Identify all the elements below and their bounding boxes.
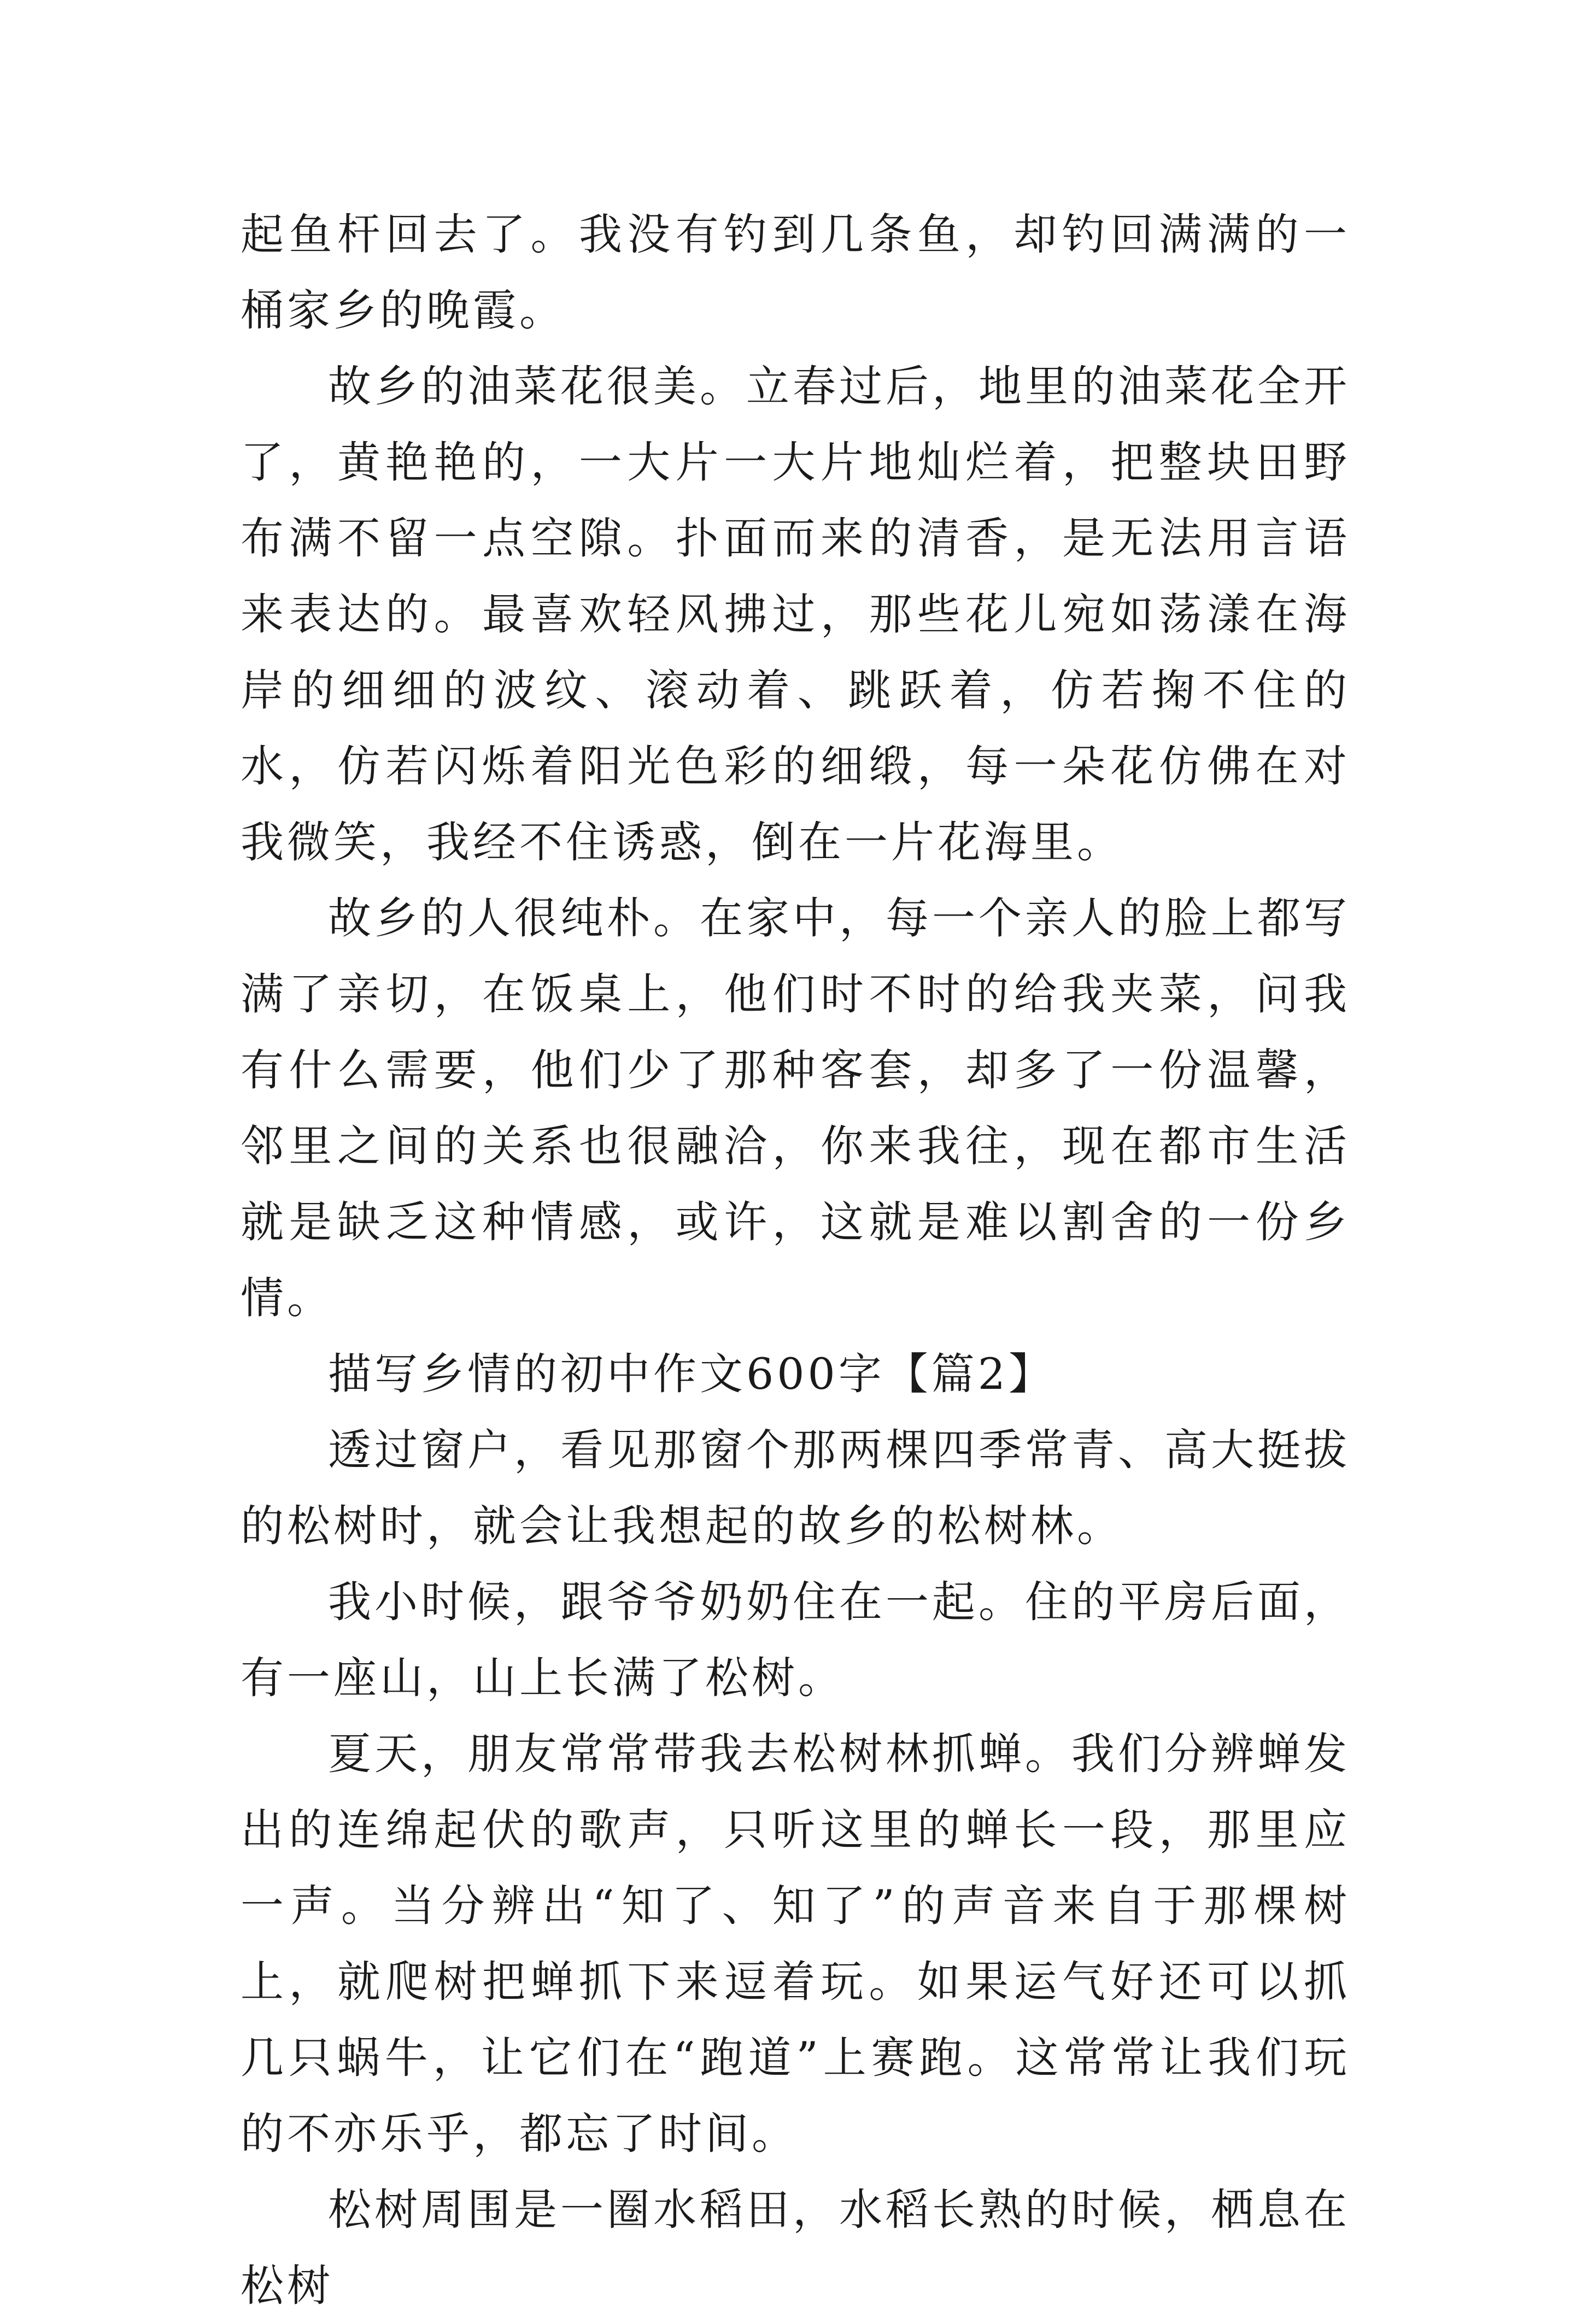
paragraph-5: 我小时候，跟爷爷奶奶住在一起。住的平房后面，有一座山，山上长满了松树。	[241, 1577, 1350, 1703]
paragraph-3: 故乡的人很纯朴。在家中，每一个亲人的脸上都写满了亲切，在饭桌上，他们时不时的给我夹菜，问我有什么需要，他们少了那种客套，却多了一份温馨，邻里之间的关系也很融洽，你来我往，现在都市生活就是缺乏这种情感，或许，这就是难以割舍的一份乡情。	[241, 893, 1350, 1323]
section-heading: 描写乡情的初中作文600字【篇2】	[328, 1349, 1056, 1399]
document-body	[241, 197, 1350, 2324]
paragraph-6: 夏天，朋友常常带我去松树林抓蝉。我们分辨蝉发出的连绵起伏的歌声，只听这里的蝉长一段，那里应一声。当分辨出“知了、知了”的声音来自于那棵树上，就爬树把蝉抓下来逗着玩。如果运气好还可以抓几只蜗牛，让它们在“跑道”上赛跑。这常常让我们玩的不亦乐乎，都忘了时间。	[241, 1729, 1350, 2159]
paragraph-1: 起鱼杆回去了。我没有钓到几条鱼，却钓回满满的一桶家乡的晚霞。	[241, 209, 1350, 336]
paragraph-4: 透过窗户，看见那窗个那两棵四季常青、高大挺拔的松树时，就会让我想起的故乡的松树林。	[241, 1425, 1350, 1551]
paragraph-7: 松树周围是一圈水稻田，水稻长熟的时候，栖息在松树	[241, 2185, 1350, 2311]
paragraph-2: 故乡的油菜花很美。立春过后，地里的油菜花全开了，黄艳艳的，一大片一大片地灿烂着，把整块田野布满不留一点空隙。扑面而来的清香，是无法用言语来表达的。最喜欢轻风拂过，那些花儿宛如荡漾在海岸的细细的波纹、滚动着、跳跃着，仿若掬不住的水，仿若闪烁着阳光色彩的细缎，每一朵花仿佛在对我微笑，我经不住诱惑，倒在一片花海里。	[241, 361, 1350, 867]
